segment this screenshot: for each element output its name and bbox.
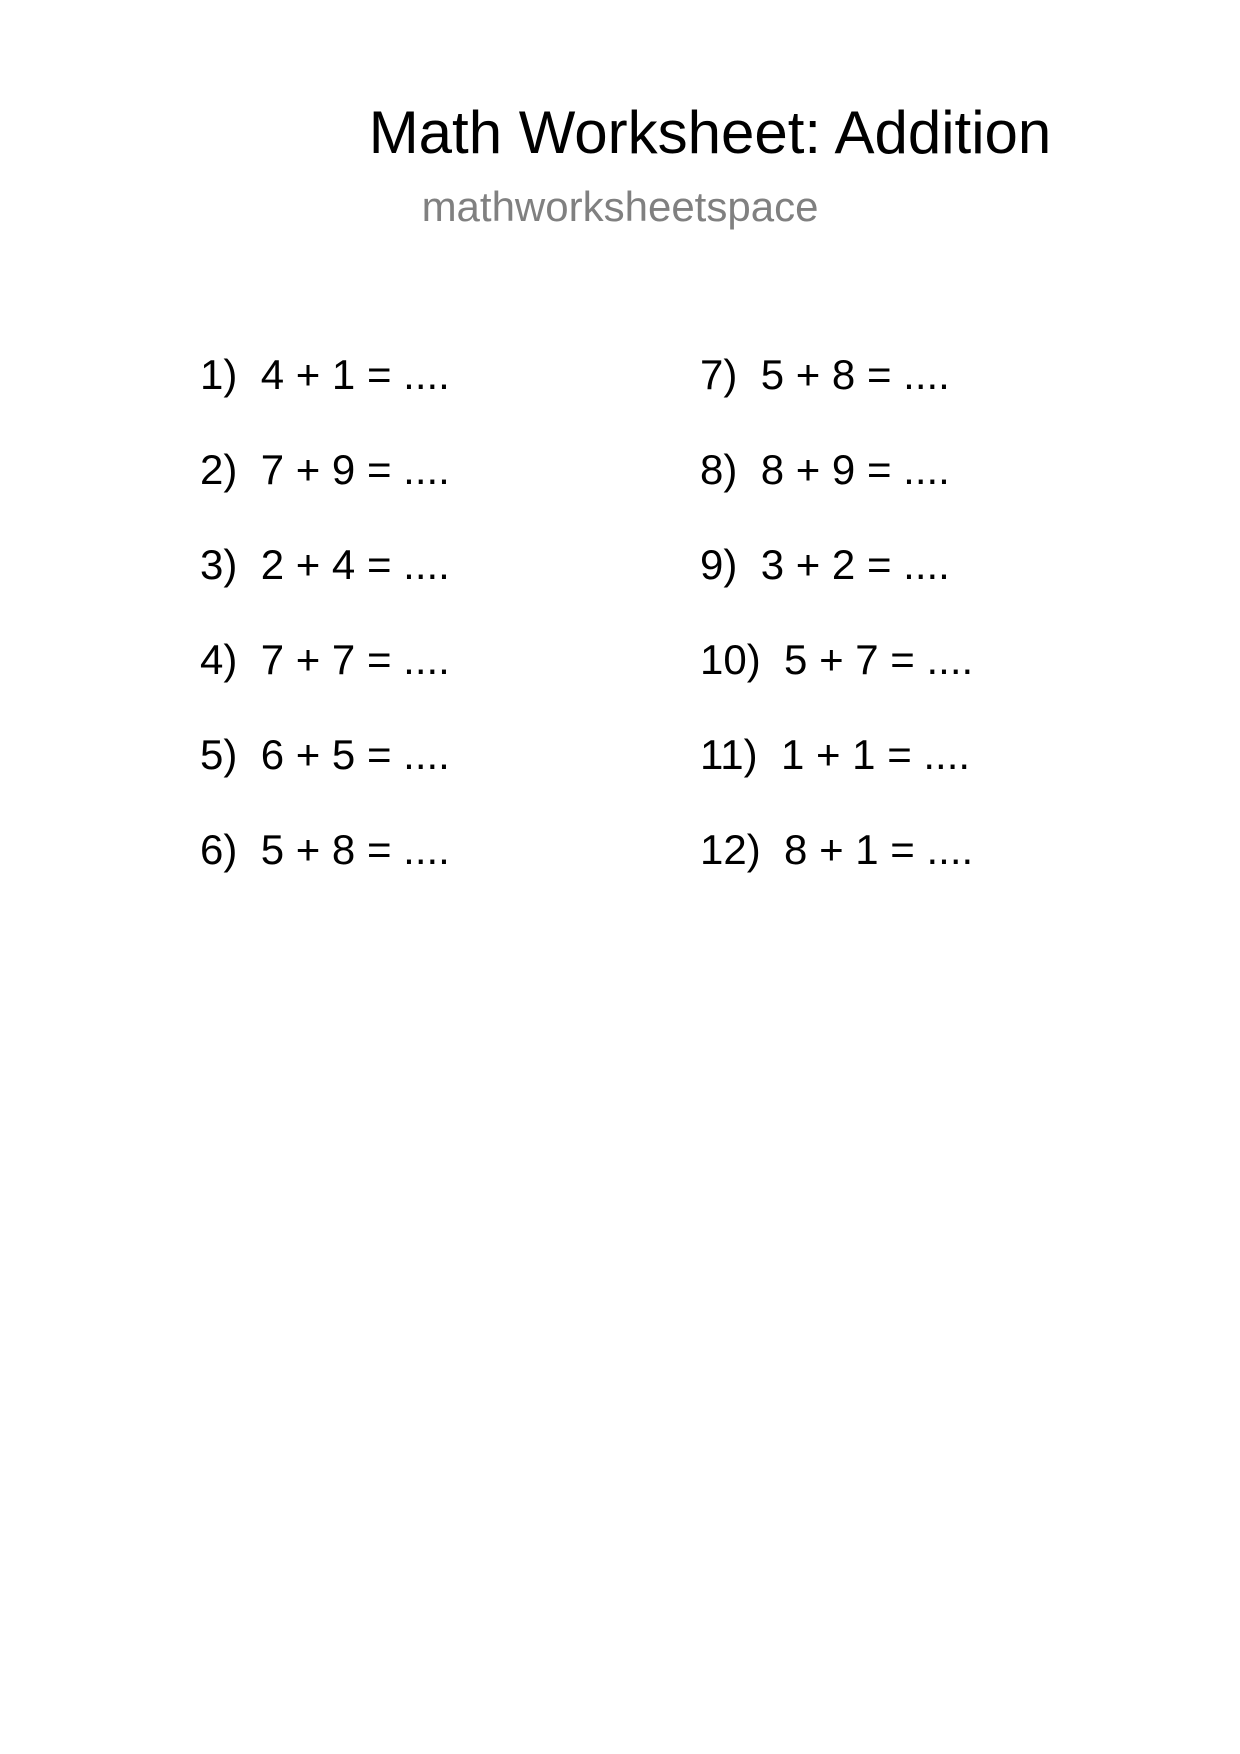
problem-expression: 8 + 9 = .... (760, 446, 950, 493)
problem-number: 3) (200, 541, 238, 588)
problem-number: 12) (700, 826, 761, 873)
problem-expression: 5 + 7 = .... (784, 636, 974, 683)
problem-8 (700, 445, 973, 540)
problem-number: 5) (200, 731, 238, 778)
problem-number: 1) (200, 351, 238, 398)
problem-6 (200, 825, 450, 920)
problem-number: 2) (200, 446, 238, 493)
problem-number: 7) (700, 351, 738, 398)
problem-number: 6) (200, 826, 238, 873)
problem-expression: 4 + 1 = .... (260, 351, 450, 398)
problem-4 (200, 635, 450, 730)
problem-expression: 1 + 1 = .... (780, 731, 971, 778)
problem-number: 11) (700, 731, 758, 778)
problem-column-left (200, 350, 450, 920)
problem-expression: 6 + 5 = .... (260, 731, 450, 778)
problem-12 (700, 825, 973, 920)
page-title: Math Worksheet: Addition (368, 99, 1052, 166)
problem-expression: 5 + 8 = .... (760, 351, 950, 398)
page-subtitle: mathworksheetspace (421, 183, 819, 230)
problem-number: 4) (200, 636, 238, 683)
problem-expression: 2 + 4 = .... (260, 541, 450, 588)
problem-expression: 7 + 7 = .... (260, 636, 450, 683)
problem-11 (700, 730, 973, 825)
problem-2 (200, 445, 450, 540)
problem-expression: 8 + 1 = .... (784, 826, 974, 873)
problem-9 (700, 540, 973, 635)
problem-number: 9) (700, 541, 738, 588)
problem-1 (200, 350, 450, 445)
problem-column-right (700, 350, 973, 920)
problem-7 (700, 350, 973, 445)
problem-10 (700, 635, 973, 730)
problem-3 (200, 540, 450, 635)
problem-expression: 3 + 2 = .... (760, 541, 950, 588)
problem-number: 8) (700, 446, 738, 493)
problem-expression: 5 + 8 = .... (260, 826, 450, 873)
problem-expression: 7 + 9 = .... (260, 446, 450, 493)
problem-5 (200, 730, 450, 825)
problem-number: 10) (700, 636, 761, 683)
